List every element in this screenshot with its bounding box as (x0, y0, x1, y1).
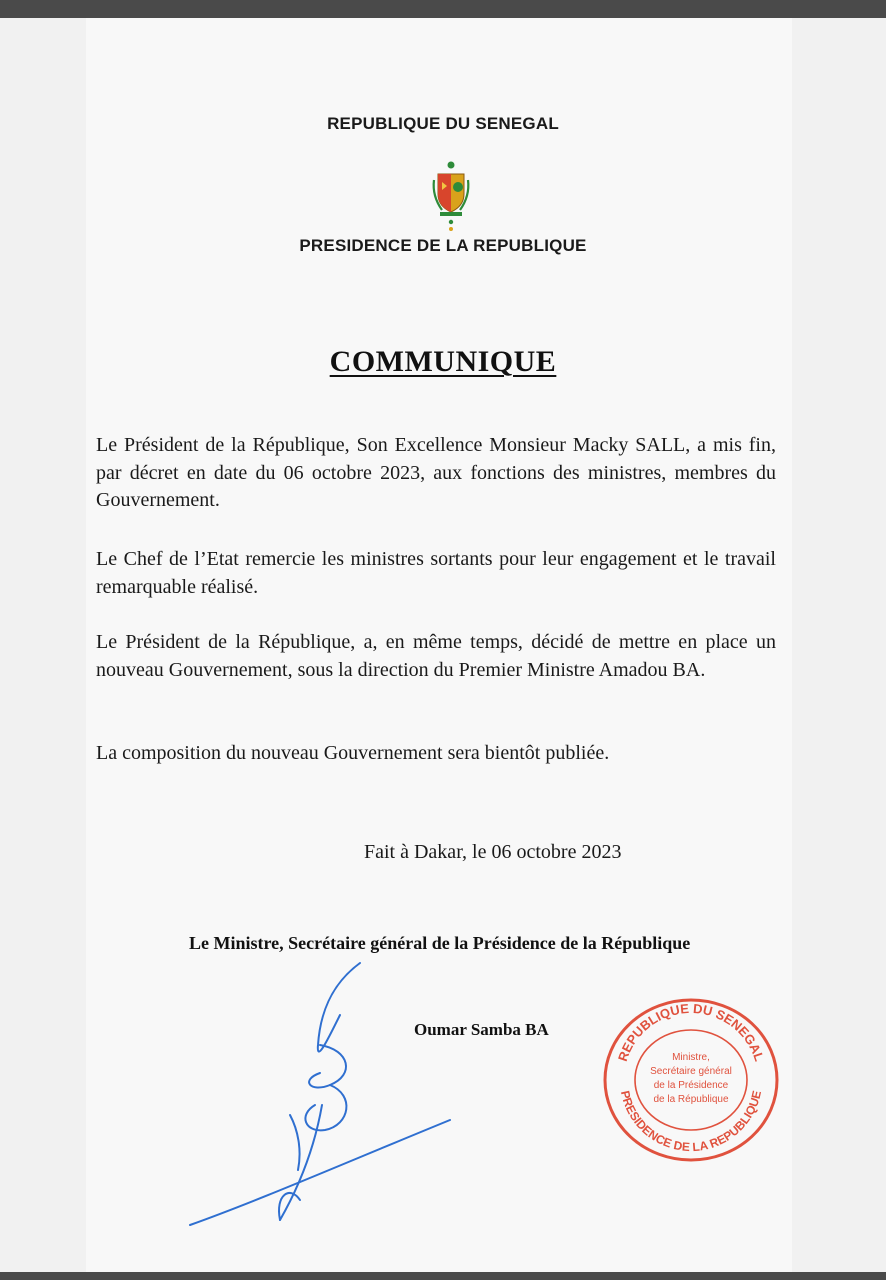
official-stamp (600, 994, 782, 1166)
signatory-name: Oumar Samba BA (414, 1020, 549, 1039)
bottom-bar (0, 1272, 886, 1280)
right-margin (792, 18, 886, 1272)
presidency-heading: PRESIDENCE DE LA REPUBLIQUE (299, 236, 587, 255)
stamp-outer-top: REPUBLIQUE DU SENEGAL (614, 1000, 768, 1064)
signatory-title: Le Ministre, Secrétaire général de la Présidence de la République (189, 933, 691, 953)
stamp-line-1: Ministre, (672, 1052, 710, 1063)
republic-heading: REPUBLIQUE DU SENEGAL (327, 114, 559, 133)
stamp-outer-bottom: PRESIDENCE DE LA REPUBLIQUE (617, 1089, 765, 1155)
stamp-line-4: de la République (653, 1094, 729, 1105)
senegal-coat-of-arms-icon (428, 160, 474, 234)
left-margin (0, 18, 86, 1272)
place-date: Fait à Dakar, le 06 octobre 2023 (364, 841, 622, 863)
handwritten-signature (180, 955, 460, 1245)
stamp-line-3: de la Présidence (653, 1080, 729, 1091)
document-title: COMMUNIQUE (329, 345, 557, 378)
paragraph-2: Le Chef de l’Etat remercie les ministres sortants pour leur engagement et le travail remarquable réalisé. (96, 548, 776, 598)
paragraph-1: Le Président de la République, Son Excellence Monsieur Macky SALL, a mis fin, par décret en date du 06 octobre 2023, aux fonctions des ministres, membres du Gouvernement. (96, 434, 776, 511)
paragraph-3: Le Président de la République, a, en même temps, décidé de mettre en place un nouveau Gouvernement, sous la direction du Premier Ministre Amadou BA. (96, 631, 776, 681)
stamp-line-2: Secrétaire général (650, 1066, 732, 1077)
paragraph-4: La composition du nouveau Gouvernement sera bientôt publiée. (96, 742, 610, 764)
top-bar (0, 0, 886, 18)
